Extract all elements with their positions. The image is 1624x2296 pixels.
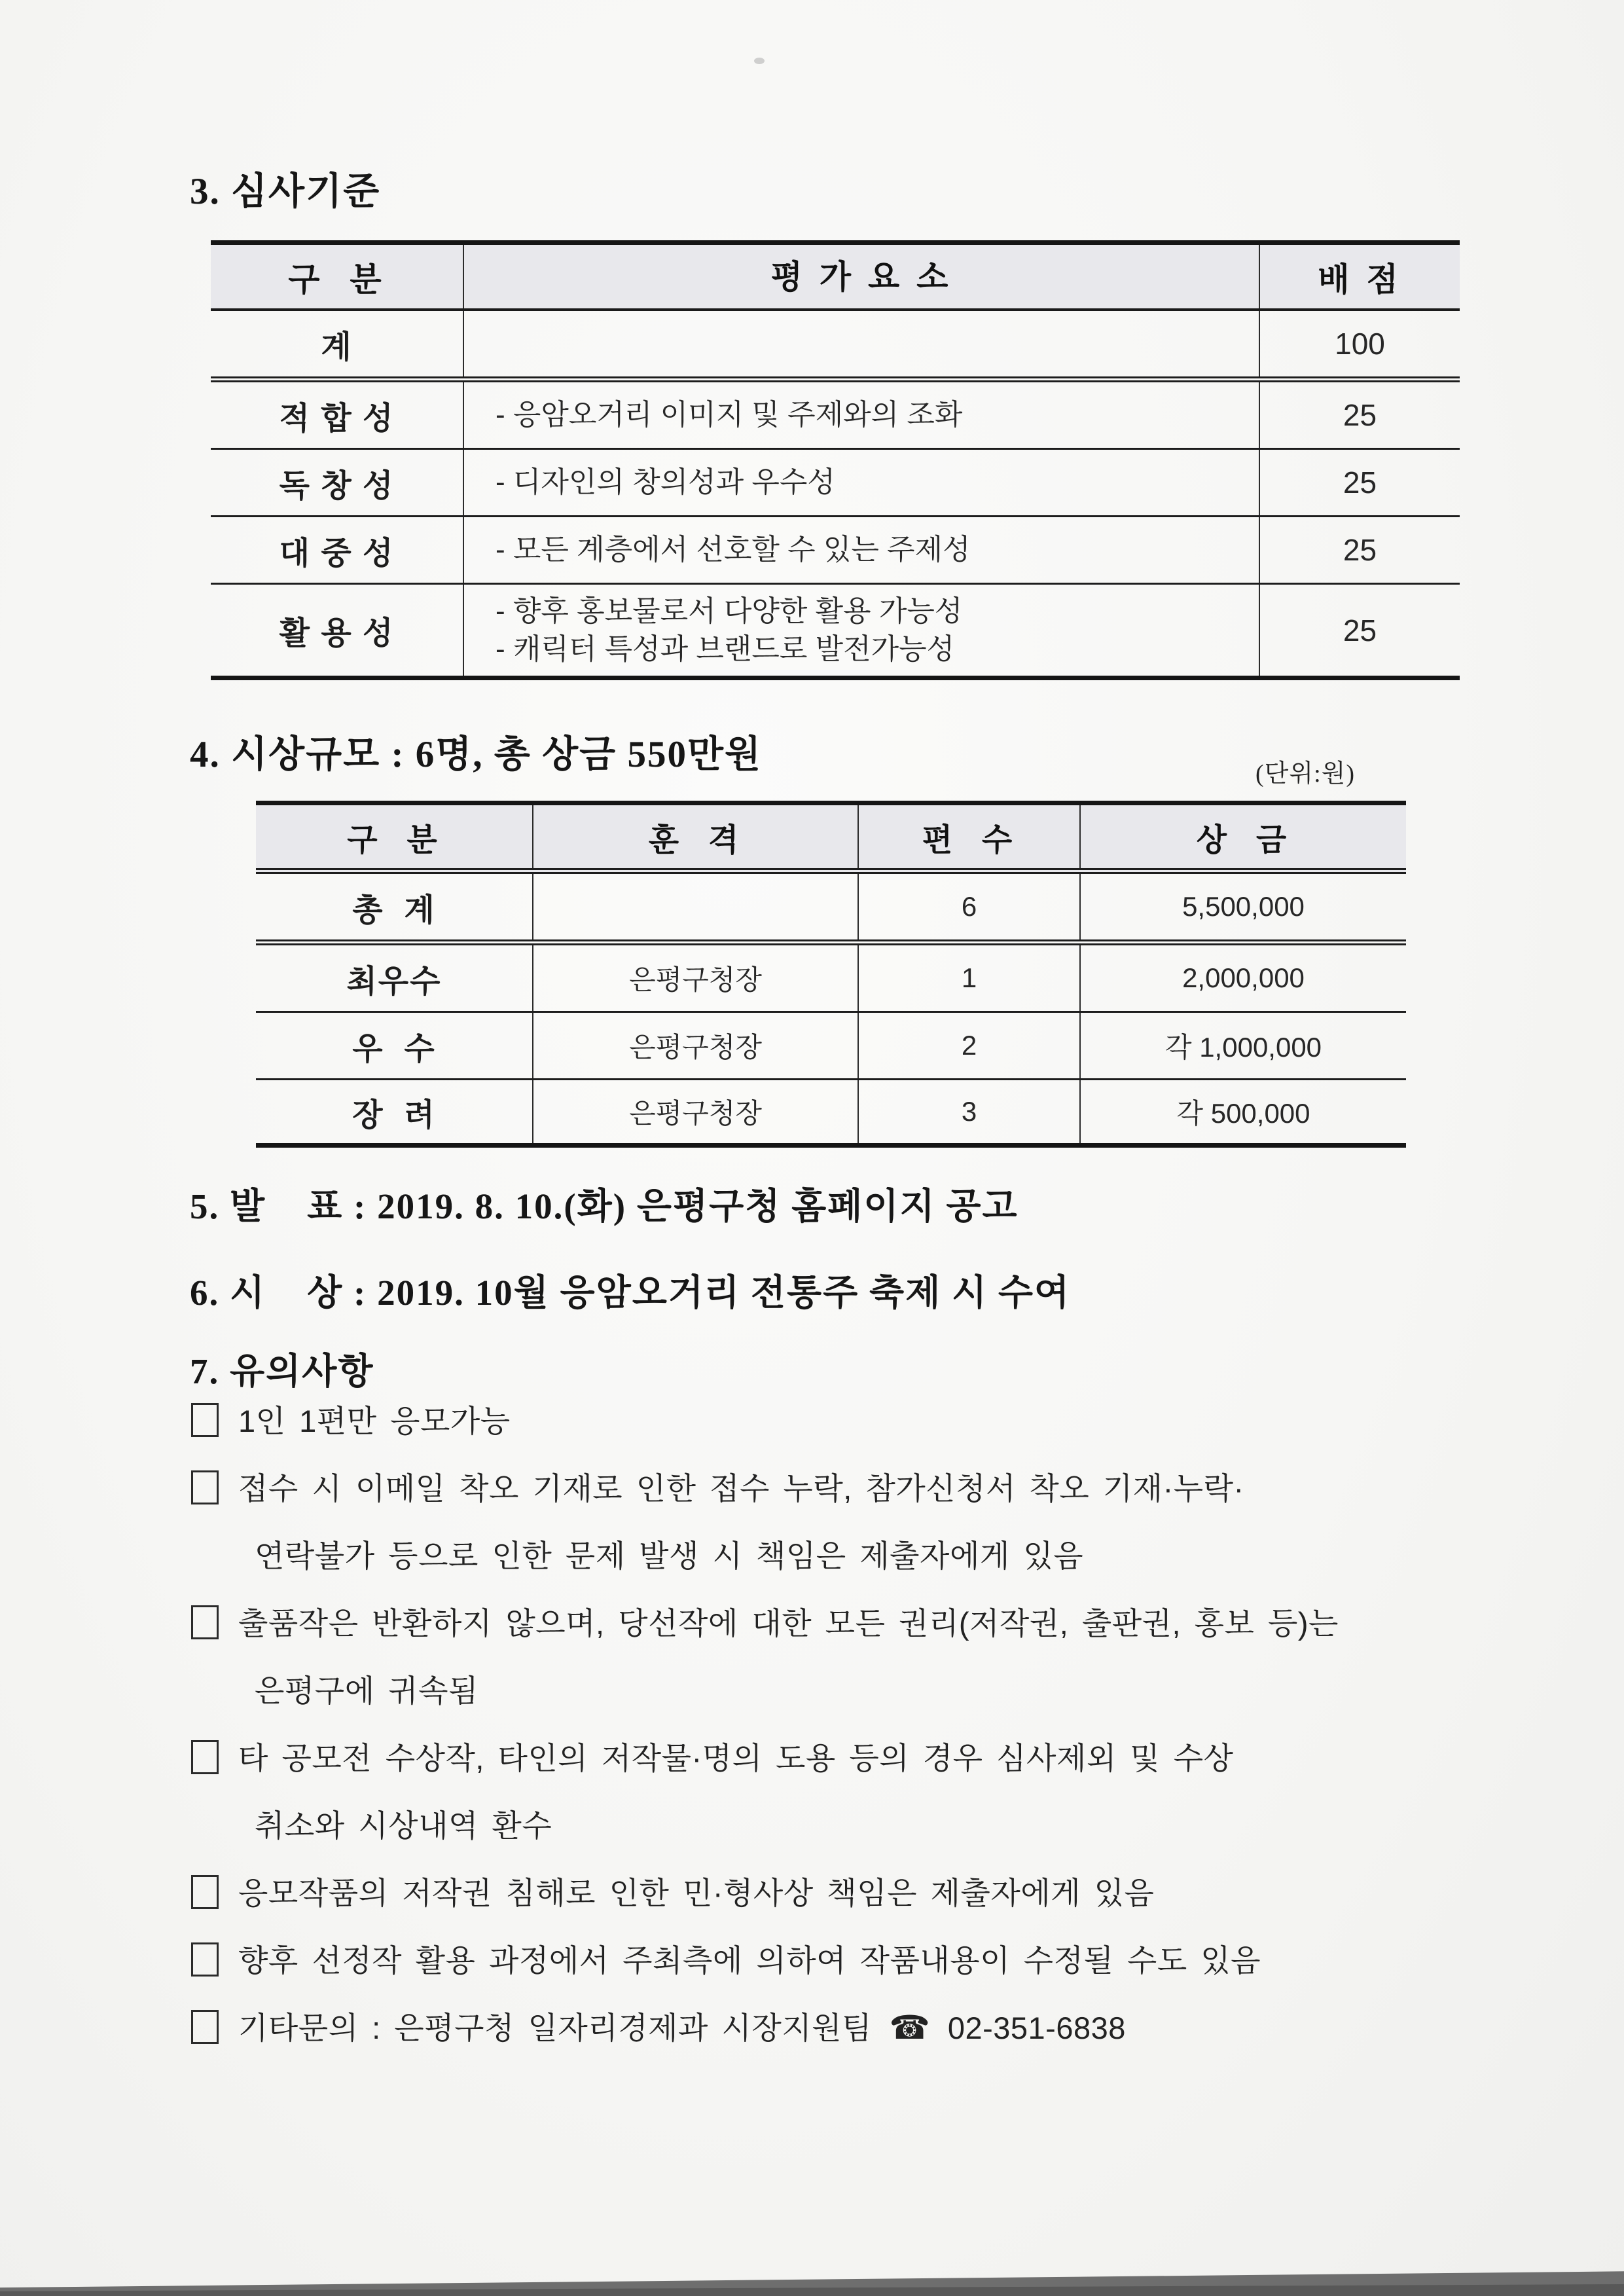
checkbox-icon xyxy=(191,1605,219,1639)
criteria-category-cell: 독 창 성 xyxy=(279,468,395,503)
criteria-table-header-row xyxy=(211,245,1460,311)
awards-count-cell: 6 xyxy=(857,874,1079,939)
awards-count-cell: 3 xyxy=(857,1080,1079,1143)
note-text: 접수 시 이메일 착오 기재로 인한 접수 누락, 참가신청서 착오 기재·누락· xyxy=(238,1471,1244,1506)
note-text: 응모작품의 저작권 침해로 인한 민·형사상 책임은 제출자에게 있음 xyxy=(238,1876,1155,1910)
criteria-factor-line: - 향후 홍보물로서 다양한 활용 가능성 xyxy=(496,594,963,627)
awards-authority-cell: 은평구청장 xyxy=(532,945,857,1011)
criteria-factor-line: - 캐릭터 특성과 브랜드로 발전가능성 xyxy=(496,632,955,665)
note-text: 취소와 시상내역 환수 xyxy=(255,1808,552,1843)
phone-icon: ☎ xyxy=(889,2009,931,2046)
section-heading-ceremony: 6. 시 상 : 2019. 10월 응암오거리 전통주 축제 시 수여 xyxy=(190,1273,1071,1313)
awards-rank-cell: 최우수 xyxy=(346,964,442,999)
checkbox-icon xyxy=(191,1740,219,1774)
criteria-score-cell: 100 xyxy=(1335,327,1385,361)
section-heading-awards: 4. 시상규모 : 6명, 총 상금 550만원 xyxy=(190,734,763,775)
awards-rank-cell: 총 계 xyxy=(352,892,436,928)
awards-authority-cell: 은평구청장 xyxy=(532,1080,857,1143)
awards-table-header-row xyxy=(256,805,1406,874)
awards-header-prize: 상 금 xyxy=(1079,805,1406,868)
criteria-factors-cell xyxy=(463,450,1260,515)
awards-header-rank: 구 분 xyxy=(347,822,441,858)
section-heading-notes: 7. 유의사항 xyxy=(190,1351,374,1391)
awards-count-cell: 1 xyxy=(857,945,1079,1011)
scan-smudge xyxy=(754,58,765,64)
awards-table-row xyxy=(256,1080,1406,1143)
criteria-score-cell: 25 xyxy=(1343,613,1377,647)
checkbox-icon xyxy=(191,1875,219,1909)
awards-table xyxy=(256,801,1406,1148)
note-continuation-line xyxy=(191,1790,1605,1857)
criteria-table-row xyxy=(211,585,1460,676)
criteria-table xyxy=(211,240,1460,680)
unit-note: (단위:원) xyxy=(1255,760,1355,788)
checkbox-icon xyxy=(191,1403,219,1437)
note-text: 은평구에 귀속됨 xyxy=(255,1673,478,1708)
note-item xyxy=(191,1992,1605,2060)
criteria-factor-line: - 모든 계층에서 선호할 수 있는 주제성 xyxy=(496,534,971,566)
awards-prize-cell: 각 500,000 xyxy=(1079,1080,1406,1143)
criteria-score-cell: 25 xyxy=(1343,465,1377,500)
section-heading-announcement: 5. 발 표 : 2019. 8. 10.(화) 은평구청 홈페이지 공고 xyxy=(190,1186,1019,1226)
note-item xyxy=(191,1857,1605,1925)
criteria-category-cell: 활 용 성 xyxy=(279,616,395,651)
awards-authority-cell xyxy=(532,874,857,939)
criteria-score-cell: 25 xyxy=(1343,533,1377,567)
awards-prize-cell: 2,000,000 xyxy=(1079,945,1406,1011)
criteria-table-row xyxy=(211,450,1460,517)
awards-table-row xyxy=(256,874,1406,945)
awards-table-row xyxy=(256,945,1406,1013)
note-text: 출품작은 반환하지 않으며, 당선작에 대한 모든 권리(저작권, 출판권, 홍보 등)는 xyxy=(238,1606,1339,1641)
section-heading-criteria: 3. 심사기준 xyxy=(190,171,381,212)
notes-list xyxy=(191,1385,1605,2060)
criteria-category-cell: 계 xyxy=(321,329,353,365)
criteria-factors-cell xyxy=(463,311,1260,376)
criteria-header-factors: 평 가 요 소 xyxy=(463,245,1260,308)
note-text: 연락불가 등으로 인한 문제 발생 시 책임은 제출자에게 있음 xyxy=(255,1539,1084,1573)
note-item xyxy=(191,1722,1605,1790)
criteria-header-score: 배 점 xyxy=(1318,261,1402,298)
criteria-score-cell: 25 xyxy=(1343,398,1377,432)
awards-rank-cell: 장 려 xyxy=(352,1097,436,1133)
criteria-table-row xyxy=(211,517,1460,585)
awards-table-row xyxy=(256,1013,1406,1080)
awards-rank-cell: 우 수 xyxy=(352,1031,436,1066)
note-item xyxy=(191,1925,1605,1992)
awards-prize-cell: 5,500,000 xyxy=(1079,874,1406,939)
criteria-factors-cell xyxy=(463,585,1260,676)
note-text: 기타문의 : 은평구청 일자리경제과 시장지원팀 ☎ 02-351-6838 xyxy=(238,2009,1126,2046)
checkbox-icon xyxy=(191,1470,219,1504)
criteria-factors-cell xyxy=(463,517,1260,583)
awards-header-authority: 훈 격 xyxy=(532,805,857,868)
note-item xyxy=(191,1588,1605,1655)
note-item xyxy=(191,1385,1605,1453)
criteria-factor-line: - 디자인의 창의성과 우수성 xyxy=(496,466,835,498)
criteria-category-cell: 대 중 성 xyxy=(279,536,395,571)
note-continuation-line xyxy=(191,1520,1605,1588)
awards-header-count: 편 수 xyxy=(857,805,1079,868)
awards-authority-cell: 은평구청장 xyxy=(532,1013,857,1078)
note-continuation-line xyxy=(191,1655,1605,1722)
note-text: 타 공모전 수상작, 타인의 저작물·명의 도용 등의 경우 심사제외 및 수상 xyxy=(238,1741,1234,1776)
awards-count-cell: 2 xyxy=(857,1013,1079,1078)
criteria-table-row xyxy=(211,311,1460,382)
note-text: 향후 선정작 활용 과정에서 주최측에 의하여 작품내용이 수정될 수도 있음 xyxy=(238,1943,1261,1978)
criteria-category-cell: 적 합 성 xyxy=(279,401,395,436)
note-item xyxy=(191,1453,1605,1520)
awards-prize-cell: 각 1,000,000 xyxy=(1079,1013,1406,1078)
criteria-header-category: 구 분 xyxy=(288,261,386,298)
checkbox-icon xyxy=(191,1942,219,1977)
checkbox-icon xyxy=(191,2010,219,2044)
criteria-factors-cell xyxy=(463,382,1260,448)
criteria-factor-line: - 응암오거리 이미지 및 주제와의 조화 xyxy=(496,399,963,431)
criteria-table-row xyxy=(211,382,1460,450)
note-text: 1인 1편만 응모가능 xyxy=(238,1404,511,1438)
